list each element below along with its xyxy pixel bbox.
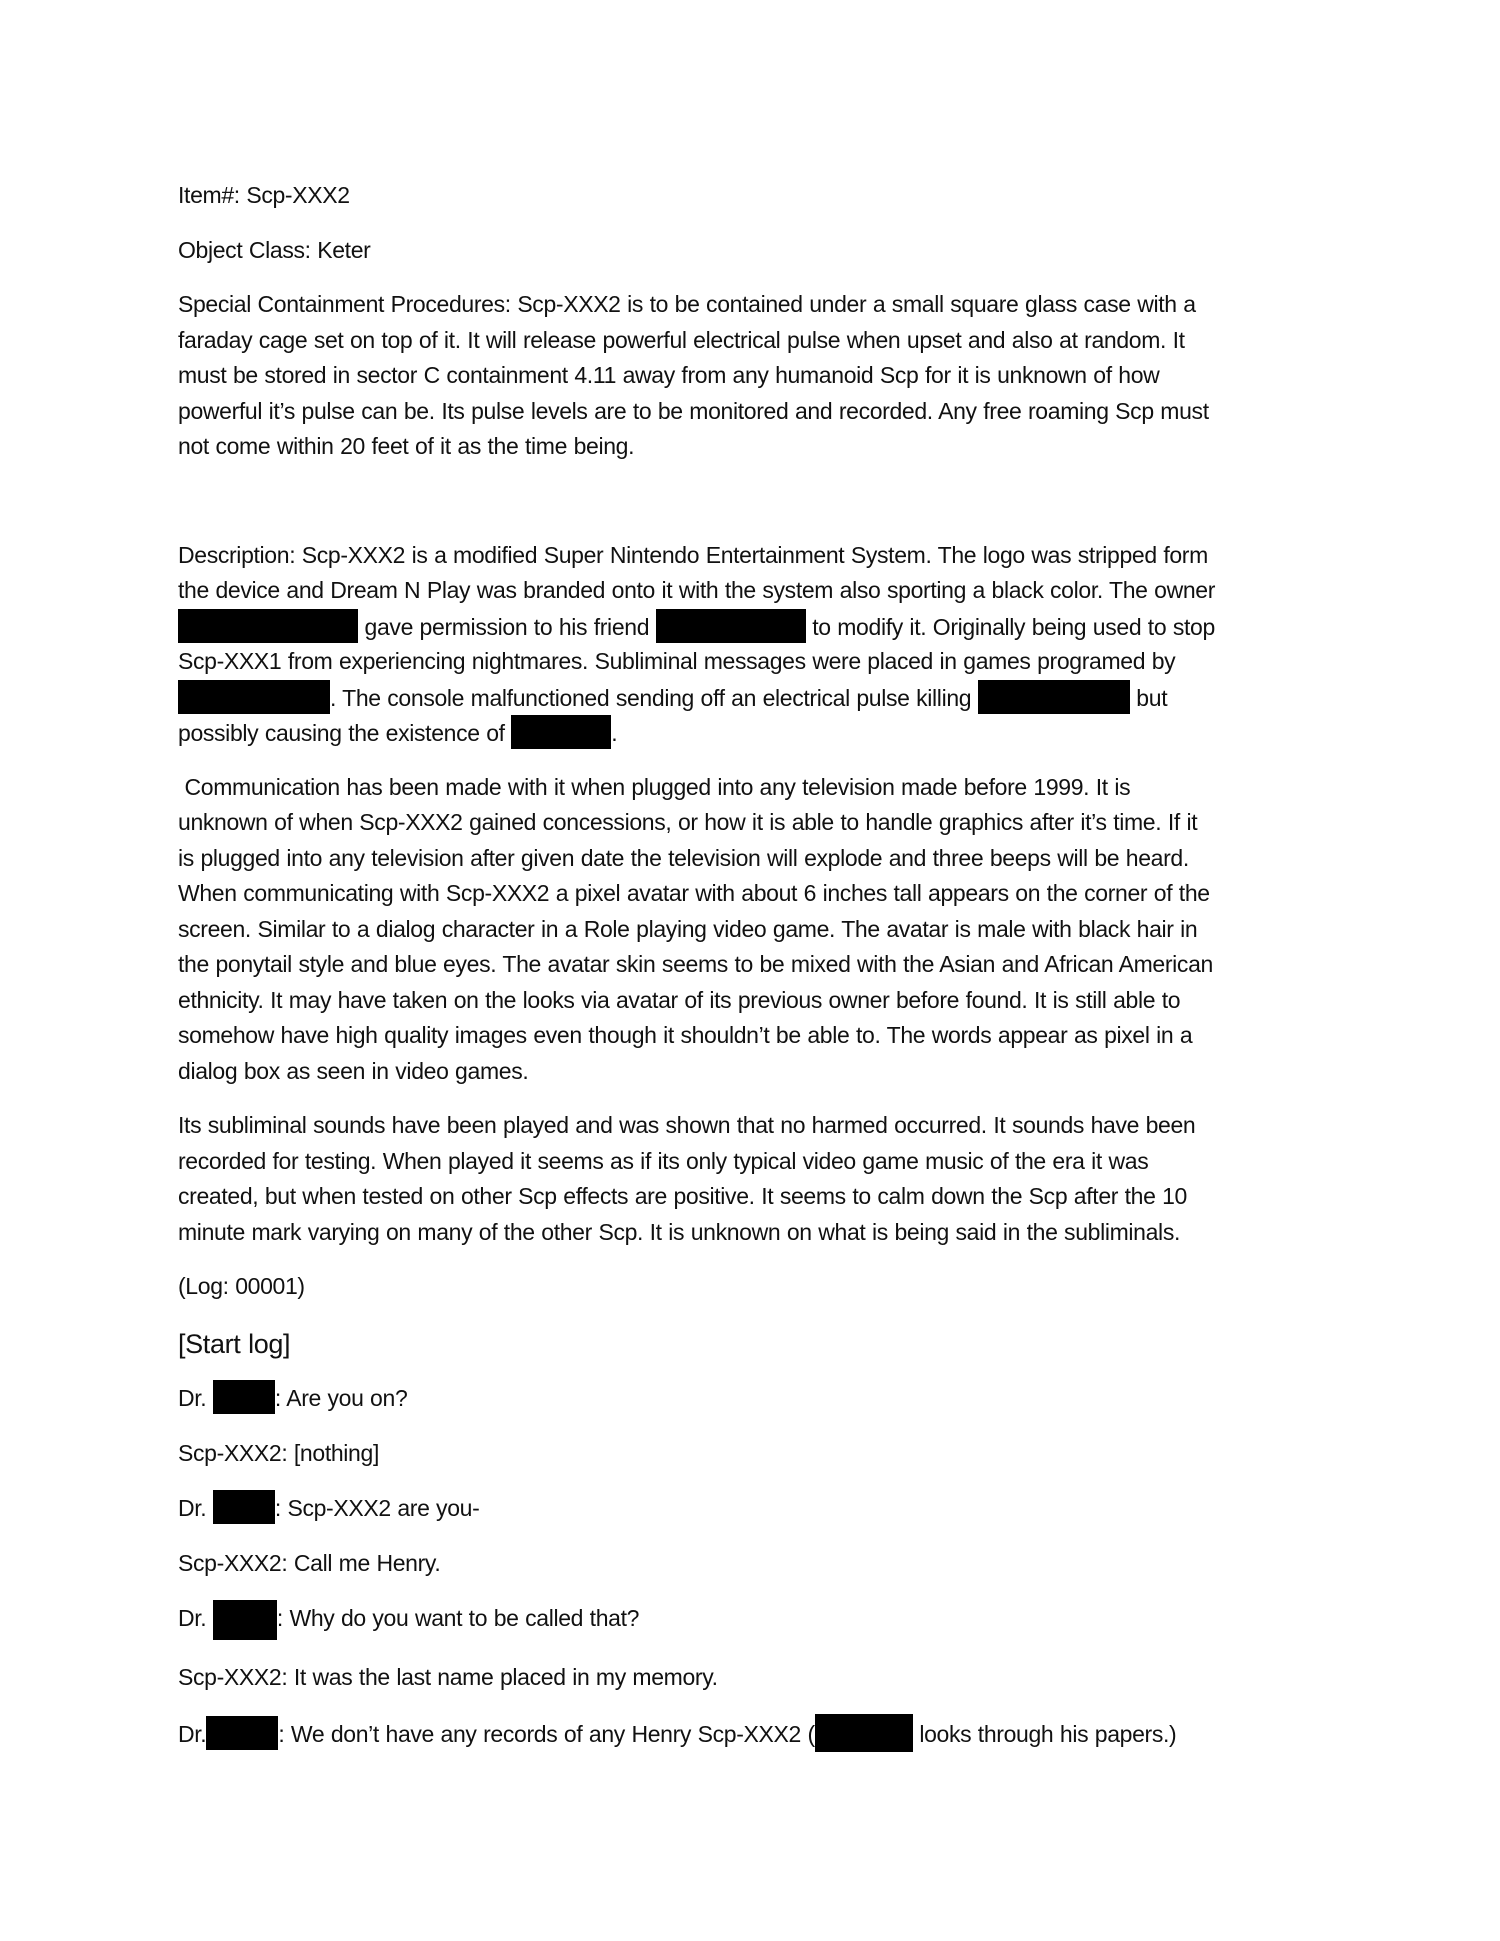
log-entry xyxy=(178,1714,1338,1752)
speaker: Scp-XXX2 xyxy=(178,1663,282,1690)
text-line: unknown of when Scp-XXX2 gained concessions, or how it is able to handle graphics after it’s time. If it xyxy=(178,809,1198,835)
text-line: must be stored in sector C containment 4.11 away from any humanoid Scp for it is unknown of how xyxy=(178,362,1160,388)
redaction-bar xyxy=(978,680,1130,714)
text-line: somehow have high quality images even though it shouldn’t be able to. The words appear as pixel in a xyxy=(178,1022,1193,1048)
dialog-text: : Call me Henry. xyxy=(281,1549,441,1576)
dialog-text: : [nothing] xyxy=(281,1439,379,1466)
log-entry xyxy=(178,1490,1338,1526)
redaction-bar xyxy=(213,1600,277,1640)
log-entry xyxy=(178,1545,1338,1581)
text-line: When communicating with Scp-XXX2 a pixel avatar with about 6 inches tall appears on the corner of the xyxy=(178,880,1210,906)
text-line: the device and Dream N Play was branded onto it with the system also sporting a black color. The owner xyxy=(178,577,1216,603)
redaction-bar xyxy=(206,1716,278,1750)
document-page xyxy=(178,178,1338,1771)
text-line: Special Containment Procedures: Scp-XXX2 is to be contained under a small square glass case with a xyxy=(178,291,1196,317)
text-line: Its subliminal sounds have been played and was shown that no harmed occurred. It sounds have been xyxy=(178,1112,1196,1138)
redaction-bar xyxy=(511,715,611,749)
dialog-text-after: looks through his papers.) xyxy=(912,1720,1177,1747)
log-entry xyxy=(178,1659,1338,1695)
log-entry xyxy=(178,1600,1338,1640)
object-class: Object Class: Keter xyxy=(178,236,371,263)
text-line: is plugged into any television after given date the television will explode and three beeps will be heard. xyxy=(178,844,1189,871)
log-entry xyxy=(178,1380,1338,1416)
item-number: Item#: Scp-XXX2 xyxy=(178,182,350,208)
speaker: Dr. xyxy=(178,1384,213,1411)
text-line: minute mark varying on many of the other Scp. It is unknown on what is being said in the subliminals. xyxy=(178,1218,1181,1245)
text-line: dialog box as seen in video games. xyxy=(178,1057,529,1084)
text-line: created, but when tested on other Scp effects are positive. It seems to calm down the Scp after the 10 xyxy=(178,1183,1187,1209)
dialog-text: : Why do you want to be called that? xyxy=(276,1604,640,1631)
text-line: Scp-XXX1 from experiencing nightmares. Subliminal messages were placed in games programed by xyxy=(178,648,1176,674)
communication-paragraph xyxy=(178,770,1338,1090)
redaction-bar xyxy=(656,609,806,643)
text-line: recorded for testing. When played it seems as if its only typical video game music of the era it was xyxy=(178,1147,1149,1174)
dialog-text: : Are you on? xyxy=(274,1384,408,1411)
log-start-heading: [Start log] xyxy=(178,1328,291,1359)
description xyxy=(178,538,1338,751)
log-entry xyxy=(178,1435,1338,1471)
text-line: possibly causing the existence of . xyxy=(178,715,1338,751)
speaker: Scp-XXX2 xyxy=(178,1439,282,1466)
redaction-bar xyxy=(815,1714,913,1752)
text-line: Description: Scp-XXX2 is a modified Super Nintendo Entertainment System. The logo was stripped form xyxy=(178,541,1208,568)
speaker: Dr. xyxy=(178,1604,213,1631)
log-id: (Log: 00001) xyxy=(178,1273,305,1299)
dialog-text: : It was the last name placed in my memory. xyxy=(281,1663,718,1690)
speaker: Scp-XXX2 xyxy=(178,1549,282,1576)
text-line: . The console malfunctioned sending off an electrical pulse killing but xyxy=(178,680,1338,716)
text-line: powerful it’s pulse can be. Its pulse levels are to be monitored and recorded. Any free roaming Scp must xyxy=(178,397,1209,424)
redaction-bar xyxy=(178,680,330,714)
subliminal-paragraph xyxy=(178,1108,1338,1250)
text-line: faraday cage set on top of it. It will release powerful electrical pulse when upset and also at random. It xyxy=(178,326,1185,353)
redaction-bar xyxy=(213,1490,275,1524)
speaker: Dr. xyxy=(178,1494,213,1521)
redaction-bar xyxy=(178,609,358,643)
text-line: ethnicity. It may have taken on the looks via avatar of its previous owner before found. It is still able to xyxy=(178,986,1181,1013)
text-line: gave permission to his friend to modify it. Originally being used to stop xyxy=(178,609,1338,645)
text-line: screen. Similar to a dialog character in a Role playing video game. The avatar is male with black hair in xyxy=(178,915,1198,942)
containment-procedures xyxy=(178,287,1338,465)
text-line: not come within 20 feet of it as the time being. xyxy=(178,433,635,459)
dialog-text: : Scp-XXX2 are you- xyxy=(274,1494,480,1521)
text-line: Communication has been made with it when plugged into any television made before 1999. It is xyxy=(178,773,1131,800)
speaker: Dr. xyxy=(178,1720,207,1747)
section-spacer xyxy=(178,484,1338,538)
dialog-text: : We don’t have any records of any Henry Scp-XXX2 ( xyxy=(278,1720,815,1747)
redaction-bar xyxy=(213,1380,275,1414)
text-line: the ponytail style and blue eyes. The avatar skin seems to be mixed with the Asian and African American xyxy=(178,951,1213,977)
